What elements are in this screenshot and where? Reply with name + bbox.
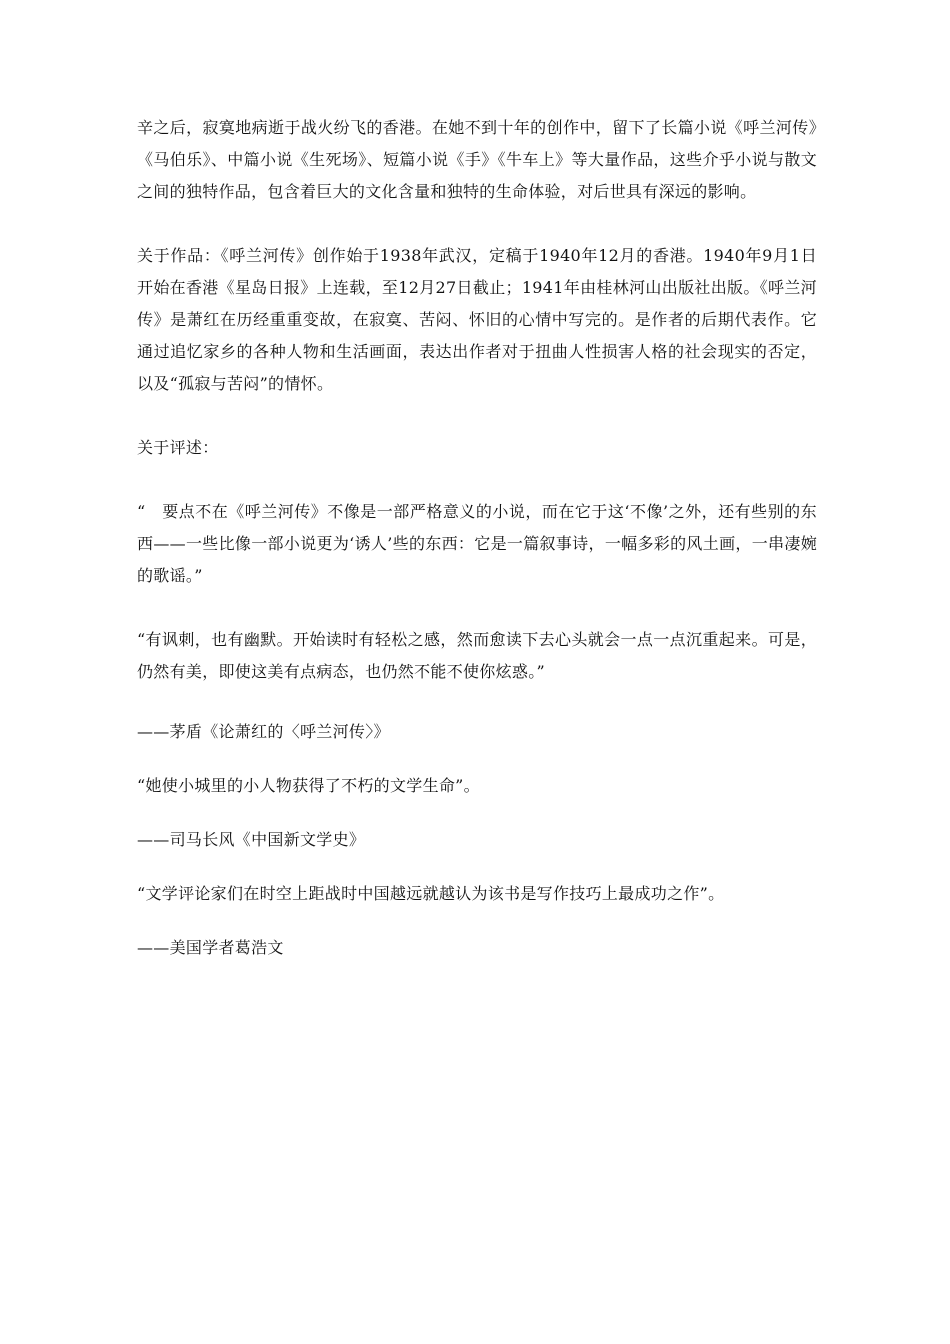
intro-paragraph: 辛之后，寂寞地病逝于战火纷飞的香港。在她不到十年的创作中，留下了长篇小说《呼兰河传》《马伯乐》、中篇小说《生死场》、短篇小说《手》《牛车上》等大量作品，这些介乎小说与散文之间的独特作品，包含着巨大的文化含量和独特的生命体验，对后世具有深远的影响。 [137, 118, 817, 201]
quote-paragraph-3: “她使小城里的小人物获得了不朽的文学生命”。 [137, 776, 480, 795]
quote-paragraph-4: “文学评论家们在时空上距战时中国越远就越认为该书是写作技巧上最成功之作”。 [137, 884, 725, 903]
quote-paragraph-1: “ 要点不在《呼兰河传》不像是一部严格意义的小说，而在它于这‘不像’之外，还有些别的东西——一些比像一部小说更为‘诱人’些的东西：它是一篇叙事诗，一幅多彩的风土画，一串凄婉的歌谣。” [137, 502, 817, 585]
about-reviews-heading: 关于评述： [137, 438, 219, 457]
document-page [137, 112, 817, 964]
attribution-2: ——司马长风《中国新文学史》 [137, 830, 366, 849]
about-work-paragraph: 关于作品：《呼兰河传》创作始于1938年武汉，定稿于1940年12月的香港。1940年9月1日开始在香港《星岛日报》上连载，至12月27日截止；1941年由桂林河山出版社出版。《呼兰河传》是萧红在历经重重变故，在寂寞、苦闷、怀旧的心情中写完的。是作者的后期代表作。它通过追忆家乡的各种人物和生活画面，表达出作者对于扭曲人性损害人格的社会现实的否定，以及“孤寂与苦闷”的情怀。 [137, 246, 817, 393]
quote-paragraph-2: “有讽刺，也有幽默。开始读时有轻松之感，然而愈读下去心头就会一点一点沉重起来。可是，仍然有美，即使这美有点病态，也仍然不能不使你炫惑。” [137, 630, 817, 681]
attribution-3: ——美国学者葛浩文 [137, 938, 284, 957]
attribution-1: ——茅盾《论萧红的〈呼兰河传〉》 [137, 722, 390, 741]
